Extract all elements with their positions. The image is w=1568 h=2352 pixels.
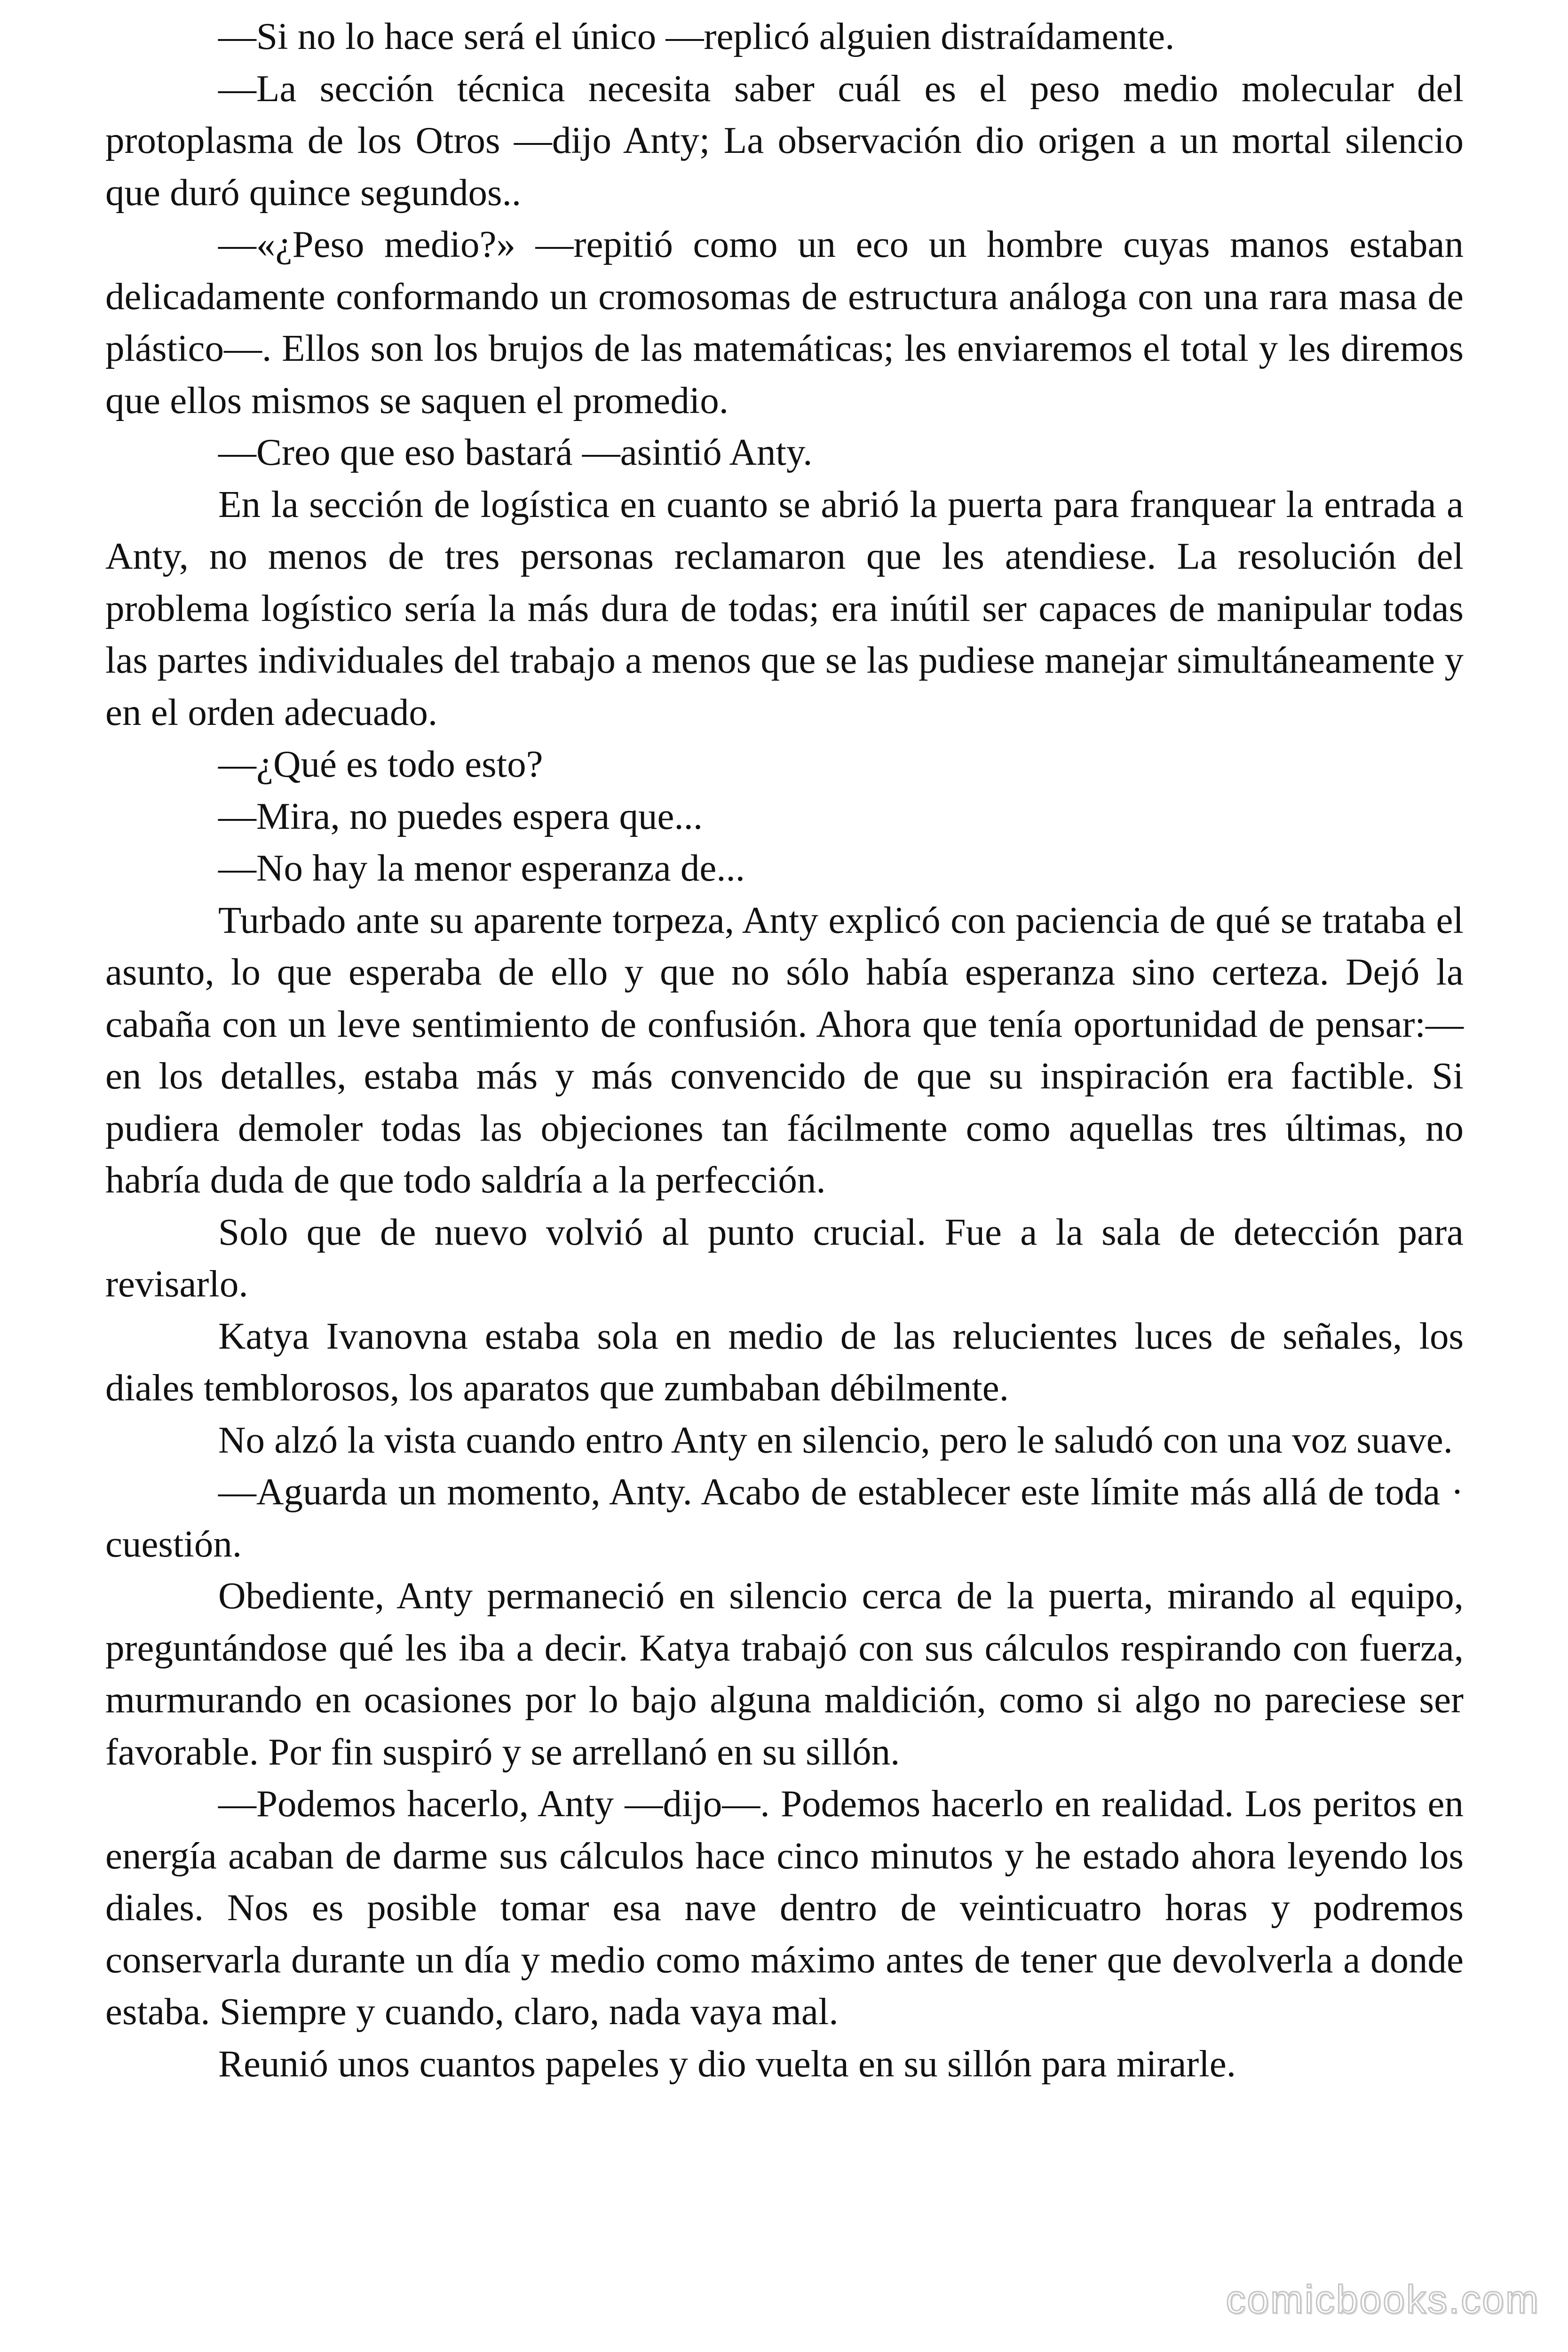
paragraph: En la sección de logística en cuanto se abrió la puerta para franquear la entrada a Anty, no menos de tres personas reclamaron que les atendiese. La resolución del problema logístico sería la más dura de todas; era inútil ser capaces de manipular todas las partes individuales del trabajo a menos que se las pudiese manejar simultáneamente y en el orden adecuado. xyxy=(105,483,1464,733)
paragraph: —Aguarda un momento, Anty. Acabo de establecer este límite más allá de toda · cuestión. xyxy=(105,1470,1464,1565)
paragraph: —Si no lo hace será el único —replicó alguien distraídamente. xyxy=(218,15,1175,57)
paragraph: —Creo que eso bastará —asintió Anty. xyxy=(218,431,813,473)
paragraph: —¿Qué es todo esto? xyxy=(218,743,543,785)
paragraph: Solo que de nuevo volvió al punto crucial. Fue a la sala de detección para revisarlo. xyxy=(105,1210,1464,1305)
paragraph: —La sección técnica necesita saber cuál es el peso medio molecular del protoplasma de los Otros —dijo Anty; La observación dio origen a un mortal silencio que duró quince segundos.. xyxy=(105,67,1464,214)
paragraph: Reunió unos cuantos papeles y dio vuelta en su sillón para mirarle. xyxy=(218,2042,1236,2085)
paragraph: No alzó la vista cuando entro Anty en silencio, pero le saludó con una voz suave. xyxy=(218,1418,1453,1461)
paragraph: —Podemos hacerlo, Anty —dijo—. Podemos hacerlo en realidad. Los peritos en energía acaban de darme sus cálculos hace cinco minutos y he estado ahora leyendo los diales. Nos es posible tomar esa nave dentro de veinticuatro horas y podremos conservarla durante un día y medio como máximo antes de tener que devolverla a donde estaba. Siempre y cuando, claro, nada vaya mal. xyxy=(105,1782,1464,2033)
page-text-body xyxy=(105,10,1464,2090)
paragraph: —Mira, no puedes espera que... xyxy=(218,795,703,837)
paragraph: —«¿Peso medio?» —repitió como un eco un hombre cuyas manos estaban delicadamente conformando un cromosomas de estructura análoga con una rara masa de plástico—. Ellos son los brujos de las matemáticas; les enviaremos el total y les diremos que ellos mismos se saquen el promedio. xyxy=(105,223,1464,421)
paragraph: Obediente, Anty permaneció en silencio cerca de la puerta, mirando al equipo, preguntándose qué les iba a decir. Katya trabajó con sus cálculos respirando con fuerza, murmurando en ocasiones por lo bajo alguna maldición, como si algo no pareciese ser favorable. Por fin suspiró y se arrellanó en su sillón. xyxy=(105,1574,1464,1773)
paragraph: Katya Ivanovna estaba sola en medio de las relucientes luces de señales, los diales temblorosos, los aparatos que zumbaban débilmente. xyxy=(105,1314,1464,1409)
watermark: comicbooks.com xyxy=(1226,2277,1540,2321)
paragraph: Turbado ante su aparente torpeza, Anty explicó con paciencia de qué se trataba el asunto, lo que esperaba de ello y que no sólo había esperanza sino certeza. Dejó la cabaña con un leve sentimiento de confusión. Ahora que tenía oportunidad de pensar:—en los detalles, estaba más y más convencido de que su inspiración era factible. Si pudiera demoler todas las objeciones tan fácilmente como aquellas tres últimas, no habría duda de que todo saldría a la perfección. xyxy=(105,898,1464,1201)
paragraph: —No hay la menor esperanza de... xyxy=(218,847,745,889)
